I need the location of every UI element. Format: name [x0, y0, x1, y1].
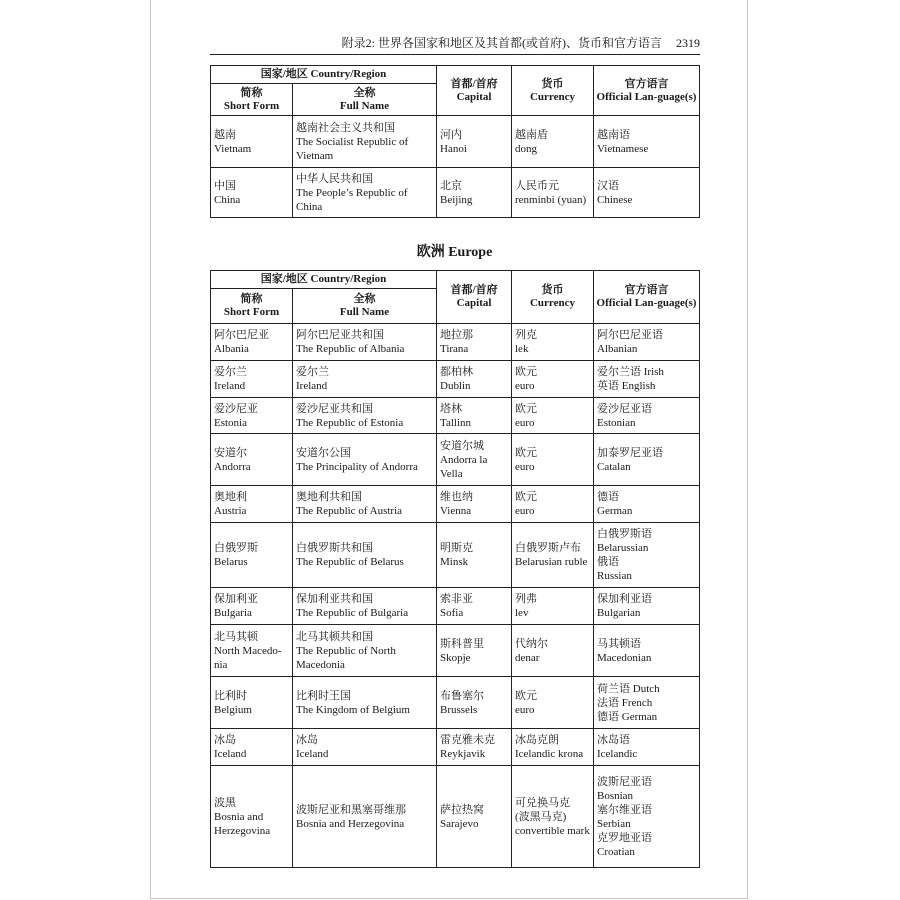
- cell-full-line: The Republic of Belarus: [296, 556, 404, 568]
- cell-language-line: Icelandic: [597, 748, 638, 760]
- cell-capital-line: 萨拉热窝: [440, 803, 484, 816]
- cell-full: [293, 766, 437, 868]
- cell-language-line: 波斯尼亚语: [597, 775, 652, 788]
- cell-currency: [512, 729, 594, 766]
- cell-language: [594, 361, 700, 398]
- running-head: [210, 34, 700, 55]
- cell-language-line: Albanian: [597, 343, 638, 355]
- cell-full-line: Iceland: [296, 748, 329, 760]
- cell-short-line: China: [214, 193, 241, 206]
- cell-language: [594, 168, 700, 218]
- cell-capital-line: 斯科普里: [440, 637, 484, 650]
- cell-currency: [512, 766, 594, 868]
- cell-short-line: Iceland: [214, 748, 247, 760]
- cell-currency-line: Belarusian ruble: [515, 556, 588, 568]
- header-full-name: 全称 Full Name: [293, 84, 437, 116]
- cell-full-line: The Republic of North Macedonia: [296, 644, 396, 671]
- cell-full: [293, 729, 437, 766]
- cell-capital-line: Dublin: [440, 380, 471, 392]
- header-country-region: 国家/地区 Country/Region: [211, 66, 437, 84]
- cell-short-line: 爱尔兰: [214, 366, 247, 378]
- cell-currency-line: convertible mark: [515, 824, 590, 837]
- cell-short: [211, 766, 293, 868]
- cell-currency: [512, 625, 594, 677]
- cell-currency-line: 越南盾: [515, 128, 548, 141]
- cell-capital: [437, 324, 512, 361]
- cell-language-line: Bulgarian: [597, 607, 641, 619]
- cell-currency-line: 人民币元: [515, 179, 559, 192]
- cell-full-line: 比利时王国: [296, 689, 351, 702]
- cell-full: [293, 523, 437, 588]
- cell-capital: [437, 729, 512, 766]
- cell-capital-line: 安道尔城: [440, 439, 484, 452]
- cell-capital-line: Hanoi: [440, 142, 467, 155]
- cell-full: [293, 625, 437, 677]
- cell-capital-line: Sarajevo: [440, 817, 479, 830]
- table-row: [211, 625, 700, 677]
- cell-short-line: 比利时: [214, 689, 247, 702]
- cell-language-line: 阿尔巴尼亚语: [597, 329, 663, 341]
- cell-language: [594, 625, 700, 677]
- cell-full-line: The Principality of Andorra: [296, 460, 418, 473]
- cell-language-line: Serbian: [597, 817, 631, 830]
- cell-full: [293, 361, 437, 398]
- cell-language-line: Belarussian: [597, 542, 649, 554]
- table-row: [211, 588, 700, 625]
- cell-currency-line: 列弗: [515, 593, 537, 605]
- table-row: [211, 361, 700, 398]
- cell-currency: [512, 486, 594, 523]
- table-row: [211, 324, 700, 361]
- cell-currency-line: 欧元: [515, 366, 537, 378]
- cell-capital-line: Andorra la Vella: [440, 453, 488, 480]
- cell-short-line: Bosnia and Herzegovina: [214, 810, 271, 837]
- cell-full-line: 中华人民共和国: [296, 172, 373, 185]
- cell-capital-line: Minsk: [440, 556, 469, 568]
- table-row: [211, 398, 700, 434]
- cell-full-line: The Socialist Republic of Vietnam: [296, 135, 409, 162]
- table-row: [211, 766, 700, 868]
- cell-capital-line: 河内: [440, 128, 462, 141]
- header-language: 官方语言 Official Lan-guage(s): [594, 66, 700, 116]
- cell-short: [211, 486, 293, 523]
- cell-full-line: The Republic of Bulgaria: [296, 607, 409, 619]
- cell-capital: [437, 588, 512, 625]
- cell-short: [211, 729, 293, 766]
- cell-capital-line: 索非亚: [440, 593, 473, 605]
- table-row: [211, 486, 700, 523]
- cell-full-line: Bosnia and Herzegovina: [296, 817, 405, 830]
- cell-capital-line: Reykjavik: [440, 748, 486, 760]
- cell-capital: [437, 625, 512, 677]
- cell-full-line: 奥地利共和国: [296, 491, 362, 503]
- cell-currency: [512, 116, 594, 168]
- cell-currency-line: denar: [515, 651, 540, 664]
- cell-full-line: 波斯尼亚和黑塞哥维那: [296, 803, 406, 816]
- cell-language: [594, 588, 700, 625]
- cell-currency: [512, 324, 594, 361]
- running-head-title: 附录2: 世界各国家和地区及其首都(或首府)、货币和官方语言: [341, 36, 662, 50]
- cell-full-line: 爱沙尼亚共和国: [296, 402, 373, 415]
- cell-short-line: Albania: [214, 343, 249, 355]
- cell-language-line: 保加利亚语: [597, 593, 652, 605]
- cell-currency-line: dong: [515, 142, 537, 155]
- cell-language-line: Bosnian: [597, 789, 634, 802]
- cell-short-line: 安道尔: [214, 446, 247, 459]
- table-row: [211, 523, 700, 588]
- cell-language: [594, 324, 700, 361]
- cell-full-line: 安道尔公国: [296, 446, 351, 459]
- cell-short-line: North Macedo-nia: [214, 644, 282, 671]
- cell-currency-line: 列克: [515, 329, 537, 341]
- cell-short: [211, 588, 293, 625]
- cell-language-line: 俄语: [597, 556, 619, 568]
- cell-language: [594, 486, 700, 523]
- cell-full-line: 北马其顿共和国: [296, 630, 373, 643]
- cell-capital-line: Sofia: [440, 607, 464, 619]
- cell-currency-line: 欧元: [515, 689, 537, 702]
- cell-currency: [512, 677, 594, 729]
- cell-language: [594, 434, 700, 486]
- cell-capital: [437, 398, 512, 434]
- cell-currency-line: Icelandic krona: [515, 748, 584, 760]
- header-full-name: 全称 Full Name: [293, 289, 437, 324]
- cell-currency-line: euro: [515, 416, 535, 429]
- cell-capital: [437, 486, 512, 523]
- cell-language-line: Croatian: [597, 845, 635, 858]
- cell-language-line: 塞尔维亚语: [597, 803, 652, 816]
- cell-short-line: 阿尔巴尼亚: [214, 329, 269, 341]
- cell-full: [293, 324, 437, 361]
- table-row: [211, 434, 700, 486]
- cell-short-line: 保加利亚: [214, 593, 258, 605]
- cell-full: [293, 116, 437, 168]
- cell-currency-line: renminbi (yuan): [515, 193, 587, 206]
- cell-language-line: 白俄罗斯语: [597, 528, 652, 540]
- cell-short-line: Belgium: [214, 703, 252, 716]
- header-language: 官方语言 Official Lan-guage(s): [594, 271, 700, 324]
- cell-currency-line: euro: [515, 703, 535, 716]
- cell-short-line: Bulgaria: [214, 607, 252, 619]
- cell-capital: [437, 116, 512, 168]
- page-number: 2319: [676, 36, 700, 50]
- cell-full: [293, 588, 437, 625]
- header-short-form: 简称 Short Form: [211, 289, 293, 324]
- cell-language-line: Chinese: [597, 193, 633, 206]
- cell-language-line: 荷兰语 Dutch: [597, 682, 660, 695]
- cell-capital: [437, 523, 512, 588]
- cell-capital-line: Brussels: [440, 703, 478, 716]
- cell-full-line: 阿尔巴尼亚共和国: [296, 329, 384, 341]
- cell-currency-line: 可兑换马克: [515, 796, 570, 809]
- cell-full: [293, 486, 437, 523]
- cell-language: [594, 677, 700, 729]
- cell-language-line: 冰岛语: [597, 734, 630, 746]
- cell-language-line: Catalan: [597, 460, 631, 473]
- cell-language-line: 克罗地亚语: [597, 831, 652, 844]
- cell-short: [211, 168, 293, 218]
- cell-currency-line: 欧元: [515, 446, 537, 459]
- cell-currency: [512, 434, 594, 486]
- cell-short-line: 爱沙尼亚: [214, 402, 258, 415]
- cell-language-line: German: [597, 505, 633, 517]
- cell-currency-line: lev: [515, 607, 529, 619]
- cell-capital: [437, 677, 512, 729]
- cell-short-line: 越南: [214, 128, 236, 141]
- cell-currency-line: (波黑马克): [515, 810, 567, 823]
- cell-currency-line: lek: [515, 343, 529, 355]
- cell-language-line: Estonian: [597, 416, 636, 429]
- cell-language-line: Russian: [597, 570, 632, 582]
- cell-currency: [512, 168, 594, 218]
- cell-capital: [437, 766, 512, 868]
- cell-full-line: The People’s Republic of China: [296, 186, 408, 213]
- cell-short-line: 波黑: [214, 796, 236, 809]
- cell-capital-line: Tirana: [440, 343, 469, 355]
- cell-currency: [512, 588, 594, 625]
- cell-language-line: 英语 English: [597, 380, 656, 392]
- cell-language-line: Macedonian: [597, 651, 652, 664]
- header-currency: 货币 Currency: [512, 66, 594, 116]
- cell-currency: [512, 523, 594, 588]
- cell-language-line: 爱沙尼亚语: [597, 402, 652, 415]
- cell-currency-line: 代纳尔: [515, 637, 548, 650]
- cell-short-line: Belarus: [214, 556, 248, 568]
- cell-full-line: 白俄罗斯共和国: [296, 542, 373, 554]
- cell-short-line: 白俄罗斯: [214, 542, 258, 554]
- cell-capital-line: 布鲁塞尔: [440, 689, 484, 702]
- cell-currency-line: euro: [515, 380, 535, 392]
- cell-full-line: 冰岛: [296, 734, 318, 746]
- cell-full: [293, 398, 437, 434]
- cell-language-line: 爱尔兰语 Irish: [597, 366, 664, 378]
- cell-language-line: 法语 French: [597, 696, 653, 709]
- cell-currency-line: 欧元: [515, 491, 537, 503]
- cell-language: [594, 116, 700, 168]
- table-row: [211, 729, 700, 766]
- cell-language-line: 加泰罗尼亚语: [597, 446, 663, 459]
- cell-full: [293, 168, 437, 218]
- europe-country-table: [210, 270, 700, 868]
- header-capital: 首都/首府 Capital: [437, 271, 512, 324]
- table-row: [211, 116, 700, 168]
- cell-full-line: 爱尔兰: [296, 366, 329, 378]
- cell-short: [211, 398, 293, 434]
- cell-capital-line: Tallinn: [440, 416, 472, 429]
- cell-capital-line: Skopje: [440, 651, 471, 664]
- cell-full-line: The Republic of Albania: [296, 343, 405, 355]
- cell-currency: [512, 361, 594, 398]
- cell-capital: [437, 361, 512, 398]
- cell-full-line: The Republic of Austria: [296, 505, 403, 517]
- section-title-europe: 欧洲 Europe: [416, 245, 493, 260]
- table-row: [211, 168, 700, 218]
- cell-short: [211, 361, 293, 398]
- header-capital: 首都/首府 Capital: [437, 66, 512, 116]
- header-country-region: 国家/地区 Country/Region: [211, 271, 437, 289]
- cell-capital-line: 维也纳: [440, 491, 473, 503]
- cell-capital: [437, 168, 512, 218]
- cell-short-line: Ireland: [214, 380, 246, 392]
- table-row: [211, 677, 700, 729]
- cell-full-line: The Republic of Estonia: [296, 416, 404, 429]
- cell-capital-line: 都柏林: [440, 366, 473, 378]
- cell-currency-line: euro: [515, 505, 535, 517]
- cell-short-line: 奥地利: [214, 491, 247, 503]
- cell-capital-line: 北京: [440, 179, 462, 192]
- cell-language: [594, 523, 700, 588]
- cell-capital-line: 地拉那: [440, 329, 473, 341]
- cell-language: [594, 766, 700, 868]
- cell-capital-line: Vienna: [440, 505, 472, 517]
- cell-full-line: 保加利亚共和国: [296, 593, 373, 605]
- cell-language-line: 越南语: [597, 128, 630, 141]
- cell-short: [211, 324, 293, 361]
- cell-capital-line: Beijing: [440, 193, 473, 206]
- cell-short: [211, 625, 293, 677]
- cell-short: [211, 116, 293, 168]
- cell-language-line: Vietnamese: [597, 142, 649, 155]
- cell-capital: [437, 434, 512, 486]
- cell-short-line: 冰岛: [214, 734, 236, 746]
- cell-language-line: 马其顿语: [597, 637, 641, 650]
- cell-currency-line: 冰岛克朗: [515, 734, 559, 746]
- cell-short-line: Andorra: [214, 460, 251, 473]
- cell-language: [594, 729, 700, 766]
- cell-short: [211, 677, 293, 729]
- cell-capital-line: 明斯克: [440, 542, 473, 554]
- cell-full-line: Ireland: [296, 380, 328, 392]
- cell-capital-line: 塔林: [440, 402, 462, 415]
- cell-short-line: Vietnam: [214, 142, 252, 155]
- cell-short-line: 北马其顿: [214, 630, 258, 643]
- cell-language-line: 汉语: [597, 179, 619, 192]
- cell-short: [211, 434, 293, 486]
- header-short-form: 简称 Short Form: [211, 84, 293, 116]
- cell-full: [293, 434, 437, 486]
- cell-short: [211, 523, 293, 588]
- cell-capital-line: 雷克雅未克: [440, 734, 495, 746]
- cell-short-line: Austria: [214, 505, 247, 517]
- cell-currency-line: 白俄罗斯卢布: [515, 542, 581, 554]
- cell-currency: [512, 398, 594, 434]
- cell-full-line: The Kingdom of Belgium: [296, 703, 410, 716]
- cell-short-line: 中国: [214, 179, 236, 192]
- cell-full: [293, 677, 437, 729]
- cell-currency-line: 欧元: [515, 402, 537, 415]
- cell-language-line: 德语: [597, 491, 619, 503]
- asia-country-table: [210, 65, 700, 218]
- cell-full-line: 越南社会主义共和国: [296, 121, 395, 134]
- cell-short-line: Estonia: [214, 416, 247, 429]
- cell-currency-line: euro: [515, 460, 535, 473]
- header-currency: 货币 Currency: [512, 271, 594, 324]
- cell-language: [594, 398, 700, 434]
- cell-language-line: 德语 German: [597, 710, 658, 723]
